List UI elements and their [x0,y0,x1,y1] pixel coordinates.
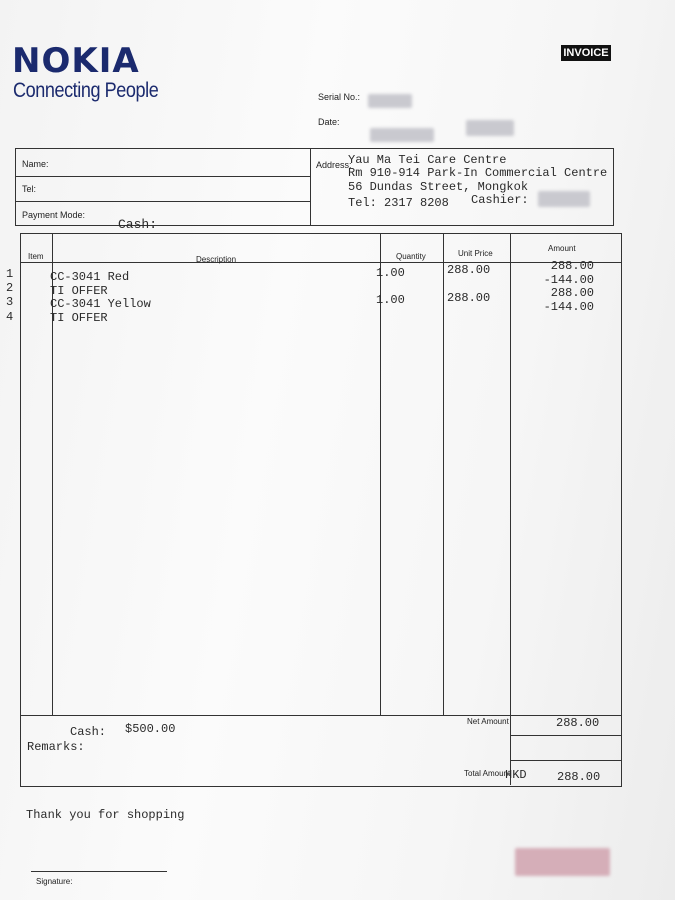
stamp-redacted [515,848,610,876]
cash-value: $500.00 [125,722,176,736]
row-description: TI OFFER [50,311,108,325]
invoice-badge: INVOICE [561,45,611,61]
serial-redacted [368,94,412,108]
row-number: 2 [6,281,14,295]
date-redacted-1 [370,128,434,142]
row-quantity: 1.00 [376,266,405,280]
header-unit-price: Unit Price [458,249,493,258]
header-amount: Amount [548,244,576,253]
cashier-redacted [538,191,590,207]
thank-you-message: Thank you for shopping [26,808,185,822]
total-amount-label: Total Amount [464,769,511,778]
row-description: TI OFFER [50,284,108,298]
tel-rule [16,201,310,202]
address-line-4: Tel: 2317 8208 [348,196,449,210]
cash-label: Cash: [70,725,107,739]
tel-label: Tel: [22,184,37,194]
row-amount: -144.00 [543,300,594,314]
remarks-label: Remarks: [27,740,85,754]
serial-label: Serial No.: [318,92,361,102]
nokia-logo: NOKIA [12,41,140,81]
row-description: CC-3041 Red [50,270,130,284]
total-currency: HKD [505,768,527,782]
col-divider-quantity [443,234,444,715]
net-amount-label: Net Amount [467,717,509,726]
blank-row-rule [511,760,621,761]
row-amount: -144.00 [543,273,594,287]
row-amount: 288.00 [550,286,594,300]
customer-divider [310,149,311,225]
address-label: Address: [316,160,352,170]
name-rule [16,176,310,177]
items-table [20,233,622,787]
row-number: 3 [6,295,14,309]
address-line-1: Yau Ma Tei Care Centre [348,153,507,167]
footer-rule [21,715,621,716]
payment-mode-label: Payment Mode: [22,210,86,220]
row-number: 4 [6,310,14,324]
row-quantity: 1.00 [376,293,405,307]
row-description: CC-3041 Yellow [50,297,151,311]
address-line-2: Rm 910-914 Park-In Commercial Centre [348,166,608,180]
header-item: Item [28,252,44,261]
net-amount-value: 288.00 [556,716,600,730]
signature-label: Signature: [36,877,73,886]
cashier-label: Cashier: [471,193,529,207]
date-redacted-2 [466,120,514,136]
header-description: Description [196,255,237,264]
address-line-3: 56 Dundas Street, Mongkok [348,180,529,194]
row-unit-price: 288.00 [447,263,491,277]
row-number: 1 [6,267,14,281]
name-label: Name: [22,159,49,169]
net-amount-rule [511,735,621,736]
header-quantity: Quantity [396,252,426,261]
total-amount-value: 288.00 [557,770,601,784]
col-divider-unit-price [510,234,511,785]
date-label: Date: [318,117,340,127]
nokia-tagline: Connecting People [13,79,159,102]
row-unit-price: 288.00 [447,291,491,305]
payment-mode-value: Cash: [118,217,158,232]
row-amount: 288.00 [550,259,594,273]
signature-line [31,871,167,872]
